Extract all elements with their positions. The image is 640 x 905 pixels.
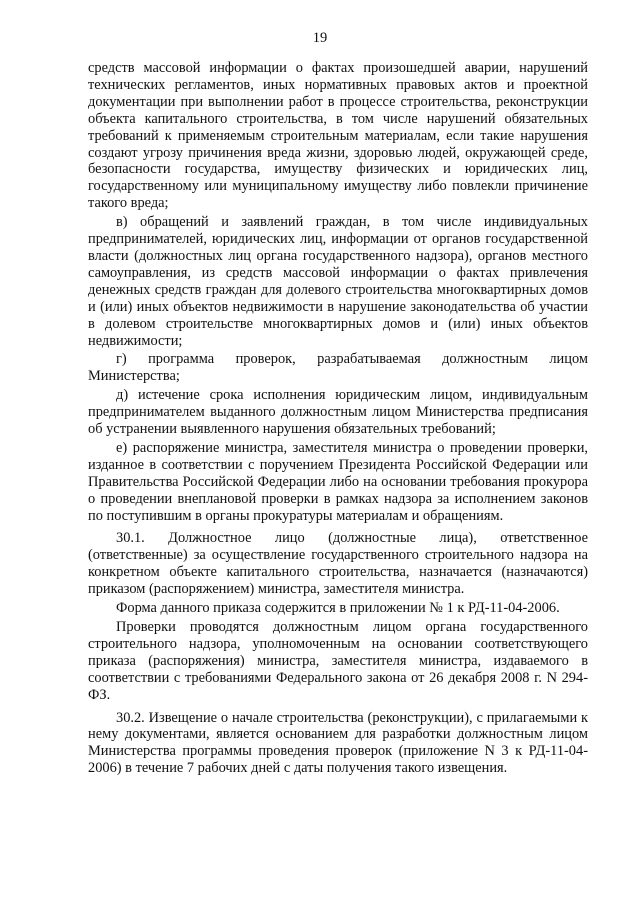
paragraph-item-g: г) программа проверок, разрабатываемая должностным лицом Министерства;: [88, 351, 588, 385]
body-text: [88, 60, 588, 777]
paragraph-30-1: 30.1. Должностное лицо (должностные лица), ответственное (ответственные) за осуществление государственного строительного надзора на конкретном объекте капитального строительства, назначается (назначаются) приказом (распоряжением) министра, заместителя министра.: [88, 530, 588, 598]
paragraph-item-d: д) истечение срока исполнения юридическим лицом, индивидуальным предпринимателем выданного должностным лицом Министерства предписания об устранении выявленного нарушения обязательных требований;: [88, 387, 588, 438]
paragraph-item-e: е) распоряжение министра, заместителя министра о проведении проверки, изданное в соответствии с поручением Президента Российской Федерации или Правительства Российской Федерации либо на основании требования прокурора о проведении внеплановой проверки в рамках надзора за исполнением законов по поступившим в органы прокуратуры материалам и обращениям.: [88, 439, 588, 524]
paragraph-order-form: Форма данного приказа содержится в приложении № 1 к РД-11-04-2006.: [116, 600, 560, 617]
paragraph-30-2: 30.2. Извещение о начале строительства (реконструкции), с прилагаемыми к нему документами, является основанием для разработки должностным лицом Министерства программы проведения проверок (приложение N 3 к РД-11-04-2006) в течение 7 рабочих дней с даты получения такого извещения.: [88, 709, 588, 777]
page-number: 19: [312, 30, 328, 46]
paragraph-inspections: Проверки проводятся должностным лицом органа государственного строительного надзора, уполномоченным на основании соответствующего приказа (распоряжения) министра, заместителя министра, издаваемого в соответствии с требованиями Федерального закона от 26 декабря 2008 г. N 294-ФЗ.: [88, 619, 588, 703]
paragraph-continuation: средств массовой информации о фактах произошедшей аварии, нарушений технических регламентов, иных нормативных правовых актов и проектной документации при выполнении работ в процессе строительства, реконструкции объекта капитального строительства, в том числе нарушений обязательных требований к применяемым строительным материалам, если такие нарушения создают угрозу причинения вреда жизни, здоровью людей, окружающей среде, безопасности государства, имуществу физических и юридических лиц, государственному или муниципальному имуществу либо повлекли причинение такого вреда;: [88, 60, 588, 212]
paragraph-item-v: в) обращений и заявлений граждан, в том числе индивидуальных предпринимателей, юридических лиц, информации от органов государственной власти (должностных лиц органа государственного надзора), органов местного самоуправления, из средств массовой информации о фактах привлечения денежных средств граждан для долевого строительства многоквартирных домов и (или) иных объектов недвижимости в нарушение законодательства об участии в долевом строительстве многоквартирных домов и (или) иных объектов недвижимости;: [88, 214, 588, 349]
